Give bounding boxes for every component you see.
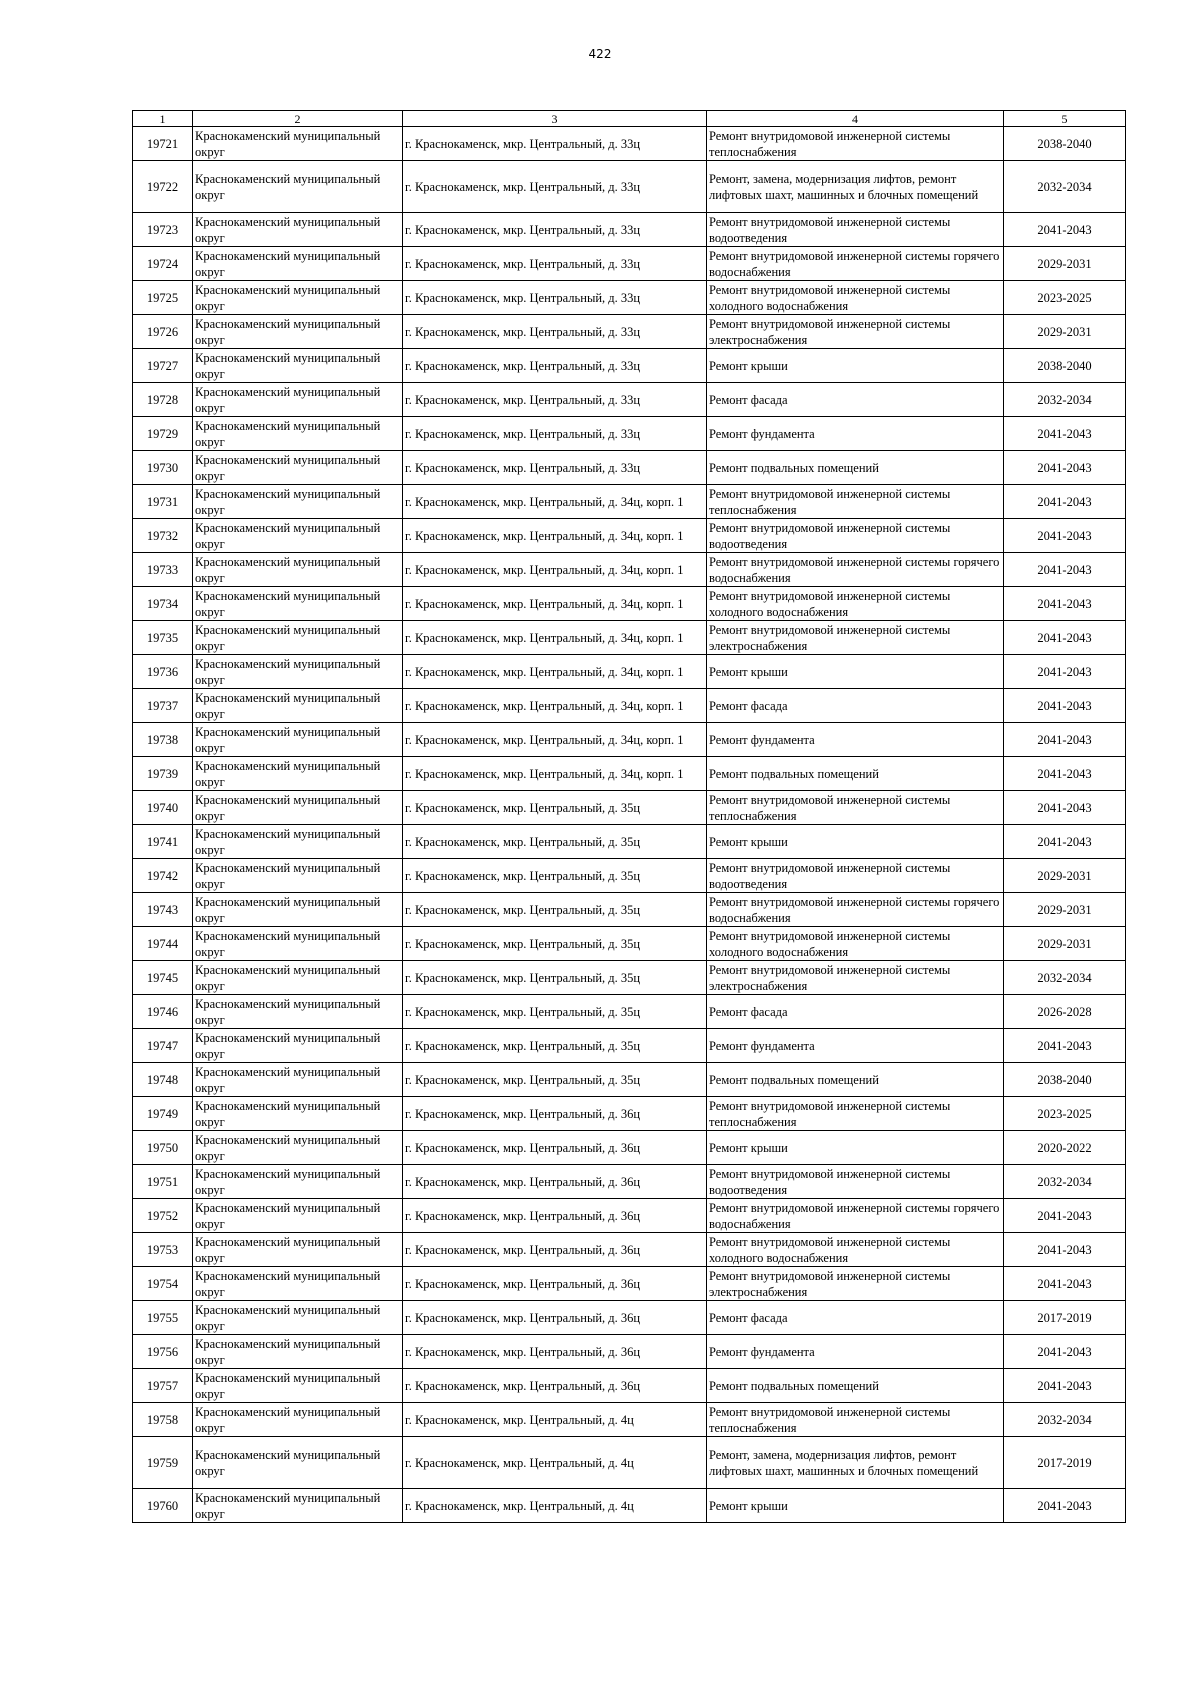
district-cell: Краснокаменский муниципальный округ (193, 1267, 403, 1301)
header-row (133, 111, 1126, 127)
address-cell: г. Краснокаменск, мкр. Центральный, д. 36ц (403, 1267, 707, 1301)
row-number-cell: 19730 (133, 451, 193, 485)
row-number-cell: 19758 (133, 1403, 193, 1437)
header-cell-4: 4 (707, 111, 1004, 127)
table-row (133, 281, 1126, 315)
row-number-cell: 19734 (133, 587, 193, 621)
address-cell: г. Краснокаменск, мкр. Центральный, д. 33ц (403, 451, 707, 485)
work-type-cell: Ремонт внутридомовой инженерной системы электроснабжения (707, 961, 1004, 995)
work-type-cell: Ремонт фундамента (707, 417, 1004, 451)
work-type-cell: Ремонт внутридомовой инженерной системы горячего водоснабжения (707, 553, 1004, 587)
row-number-cell: 19733 (133, 553, 193, 587)
district-cell: Краснокаменский муниципальный округ (193, 1233, 403, 1267)
table-row (133, 1199, 1126, 1233)
table-row (133, 553, 1126, 587)
address-cell: г. Краснокаменск, мкр. Центральный, д. 35ц (403, 1063, 707, 1097)
district-cell: Краснокаменский муниципальный округ (193, 791, 403, 825)
address-cell: г. Краснокаменск, мкр. Центральный, д. 35ц (403, 961, 707, 995)
table-row (133, 247, 1126, 281)
period-cell: 2041-2043 (1004, 791, 1126, 825)
district-cell: Краснокаменский муниципальный округ (193, 1097, 403, 1131)
row-number-cell: 19749 (133, 1097, 193, 1131)
work-type-cell: Ремонт крыши (707, 1131, 1004, 1165)
work-type-cell: Ремонт внутридомовой инженерной системы теплоснабжения (707, 127, 1004, 161)
work-type-cell: Ремонт внутридомовой инженерной системы теплоснабжения (707, 791, 1004, 825)
address-cell: г. Краснокаменск, мкр. Центральный, д. 33ц (403, 281, 707, 315)
district-cell: Краснокаменский муниципальный округ (193, 655, 403, 689)
work-type-cell: Ремонт внутридомовой инженерной системы водоотведения (707, 1165, 1004, 1199)
address-cell: г. Краснокаменск, мкр. Центральный, д. 36ц (403, 1335, 707, 1369)
table-row (133, 893, 1126, 927)
row-number-cell: 19728 (133, 383, 193, 417)
period-cell: 2041-2043 (1004, 655, 1126, 689)
table-row (133, 349, 1126, 383)
period-cell: 2023-2025 (1004, 1097, 1126, 1131)
header-cell-5: 5 (1004, 111, 1126, 127)
work-type-cell: Ремонт, замена, модернизация лифтов, ремонт лифтовых шахт, машинных и блочных помещений (707, 161, 1004, 213)
table-row (133, 315, 1126, 349)
table-row (133, 451, 1126, 485)
work-type-cell: Ремонт внутридомовой инженерной системы холодного водоснабжения (707, 587, 1004, 621)
header-cell-1: 1 (133, 111, 193, 127)
address-cell: г. Краснокаменск, мкр. Центральный, д. 34ц, корп. 1 (403, 553, 707, 587)
row-number-cell: 19741 (133, 825, 193, 859)
district-cell: Краснокаменский муниципальный округ (193, 689, 403, 723)
period-cell: 2041-2043 (1004, 587, 1126, 621)
district-cell: Краснокаменский муниципальный округ (193, 247, 403, 281)
work-type-cell: Ремонт внутридомовой инженерной системы электроснабжения (707, 1267, 1004, 1301)
address-cell: г. Краснокаменск, мкр. Центральный, д. 34ц, корп. 1 (403, 621, 707, 655)
table-row (133, 825, 1126, 859)
period-cell: 2029-2031 (1004, 315, 1126, 349)
period-cell: 2020-2022 (1004, 1131, 1126, 1165)
district-cell: Краснокаменский муниципальный округ (193, 519, 403, 553)
period-cell: 2032-2034 (1004, 961, 1126, 995)
work-type-cell: Ремонт внутридомовой инженерной системы электроснабжения (707, 315, 1004, 349)
period-cell: 2041-2043 (1004, 1199, 1126, 1233)
table-row (133, 689, 1126, 723)
row-number-cell: 19729 (133, 417, 193, 451)
table-row (133, 723, 1126, 757)
row-number-cell: 19721 (133, 127, 193, 161)
row-number-cell: 19742 (133, 859, 193, 893)
district-cell: Краснокаменский муниципальный округ (193, 349, 403, 383)
table-row (133, 1131, 1126, 1165)
district-cell: Краснокаменский муниципальный округ (193, 485, 403, 519)
work-type-cell: Ремонт крыши (707, 825, 1004, 859)
table-row (133, 1063, 1126, 1097)
district-cell: Краснокаменский муниципальный округ (193, 893, 403, 927)
work-type-cell: Ремонт крыши (707, 349, 1004, 383)
table-row (133, 485, 1126, 519)
address-cell: г. Краснокаменск, мкр. Центральный, д. 35ц (403, 995, 707, 1029)
work-type-cell: Ремонт внутридомовой инженерной системы водоотведения (707, 859, 1004, 893)
period-cell: 2041-2043 (1004, 825, 1126, 859)
table-row (133, 791, 1126, 825)
table-row (133, 1301, 1126, 1335)
work-type-cell: Ремонт внутридомовой инженерной системы горячего водоснабжения (707, 247, 1004, 281)
address-cell: г. Краснокаменск, мкр. Центральный, д. 36ц (403, 1301, 707, 1335)
district-cell: Краснокаменский муниципальный округ (193, 315, 403, 349)
address-cell: г. Краснокаменск, мкр. Центральный, д. 36ц (403, 1199, 707, 1233)
row-number-cell: 19755 (133, 1301, 193, 1335)
work-type-cell: Ремонт подвальных помещений (707, 451, 1004, 485)
work-type-cell: Ремонт крыши (707, 1489, 1004, 1523)
table-row (133, 417, 1126, 451)
work-type-cell: Ремонт подвальных помещений (707, 1369, 1004, 1403)
row-number-cell: 19752 (133, 1199, 193, 1233)
period-cell: 2041-2043 (1004, 451, 1126, 485)
period-cell: 2023-2025 (1004, 281, 1126, 315)
work-type-cell: Ремонт подвальных помещений (707, 757, 1004, 791)
table-row (133, 757, 1126, 791)
address-cell: г. Краснокаменск, мкр. Центральный, д. 35ц (403, 893, 707, 927)
table-row (133, 161, 1126, 213)
period-cell: 2041-2043 (1004, 519, 1126, 553)
work-type-cell: Ремонт внутридомовой инженерной системы холодного водоснабжения (707, 281, 1004, 315)
row-number-cell: 19725 (133, 281, 193, 315)
work-type-cell: Ремонт фундамента (707, 1335, 1004, 1369)
period-cell: 2032-2034 (1004, 1403, 1126, 1437)
table-row (133, 1233, 1126, 1267)
period-cell: 2041-2043 (1004, 485, 1126, 519)
address-cell: г. Краснокаменск, мкр. Центральный, д. 35ц (403, 927, 707, 961)
row-number-cell: 19724 (133, 247, 193, 281)
district-cell: Краснокаменский муниципальный округ (193, 1403, 403, 1437)
district-cell: Краснокаменский муниципальный округ (193, 927, 403, 961)
row-number-cell: 19722 (133, 161, 193, 213)
row-number-cell: 19727 (133, 349, 193, 383)
table-row (133, 383, 1126, 417)
table-row (133, 127, 1126, 161)
work-type-cell: Ремонт фундамента (707, 723, 1004, 757)
table-row (133, 927, 1126, 961)
address-cell: г. Краснокаменск, мкр. Центральный, д. 35ц (403, 791, 707, 825)
row-number-cell: 19732 (133, 519, 193, 553)
period-cell: 2041-2043 (1004, 213, 1126, 247)
district-cell: Краснокаменский муниципальный округ (193, 1301, 403, 1335)
row-number-cell: 19735 (133, 621, 193, 655)
period-cell: 2032-2034 (1004, 383, 1126, 417)
district-cell: Краснокаменский муниципальный округ (193, 1369, 403, 1403)
address-cell: г. Краснокаменск, мкр. Центральный, д. 36ц (403, 1131, 707, 1165)
period-cell: 2038-2040 (1004, 1063, 1126, 1097)
district-cell: Краснокаменский муниципальный округ (193, 383, 403, 417)
period-cell: 2041-2043 (1004, 417, 1126, 451)
address-cell: г. Краснокаменск, мкр. Центральный, д. 34ц, корп. 1 (403, 689, 707, 723)
row-number-cell: 19740 (133, 791, 193, 825)
district-cell: Краснокаменский муниципальный округ (193, 825, 403, 859)
period-cell: 2026-2028 (1004, 995, 1126, 1029)
row-number-cell: 19757 (133, 1369, 193, 1403)
page-number: 422 (588, 47, 612, 61)
row-number-cell: 19736 (133, 655, 193, 689)
row-number-cell: 19756 (133, 1335, 193, 1369)
district-cell: Краснокаменский муниципальный округ (193, 281, 403, 315)
district-cell: Краснокаменский муниципальный округ (193, 213, 403, 247)
table-row (133, 1489, 1126, 1523)
period-cell: 2029-2031 (1004, 247, 1126, 281)
address-cell: г. Краснокаменск, мкр. Центральный, д. 35ц (403, 859, 707, 893)
address-cell: г. Краснокаменск, мкр. Центральный, д. 36ц (403, 1165, 707, 1199)
period-cell: 2029-2031 (1004, 927, 1126, 961)
period-cell: 2032-2034 (1004, 1165, 1126, 1199)
work-type-cell: Ремонт, замена, модернизация лифтов, ремонт лифтовых шахт, машинных и блочных помещений (707, 1437, 1004, 1489)
work-type-cell: Ремонт внутридомовой инженерной системы теплоснабжения (707, 1403, 1004, 1437)
district-cell: Краснокаменский муниципальный округ (193, 961, 403, 995)
row-number-cell: 19751 (133, 1165, 193, 1199)
period-cell: 2038-2040 (1004, 127, 1126, 161)
address-cell: г. Краснокаменск, мкр. Центральный, д. 36ц (403, 1369, 707, 1403)
period-cell: 2041-2043 (1004, 1233, 1126, 1267)
row-number-cell: 19743 (133, 893, 193, 927)
table-row (133, 1097, 1126, 1131)
period-cell: 2032-2034 (1004, 161, 1126, 213)
row-number-cell: 19759 (133, 1437, 193, 1489)
district-cell: Краснокаменский муниципальный округ (193, 757, 403, 791)
address-cell: г. Краснокаменск, мкр. Центральный, д. 34ц, корп. 1 (403, 587, 707, 621)
row-number-cell: 19726 (133, 315, 193, 349)
district-cell: Краснокаменский муниципальный округ (193, 723, 403, 757)
district-cell: Краснокаменский муниципальный округ (193, 553, 403, 587)
period-cell: 2017-2019 (1004, 1437, 1126, 1489)
work-type-cell: Ремонт внутридомовой инженерной системы теплоснабжения (707, 1097, 1004, 1131)
period-cell: 2041-2043 (1004, 1029, 1126, 1063)
table-row (133, 859, 1126, 893)
work-type-cell: Ремонт фасада (707, 383, 1004, 417)
table-row (133, 995, 1126, 1029)
district-cell: Краснокаменский муниципальный округ (193, 1199, 403, 1233)
district-cell: Краснокаменский муниципальный округ (193, 161, 403, 213)
table-row (133, 961, 1126, 995)
district-cell: Краснокаменский муниципальный округ (193, 1335, 403, 1369)
row-number-cell: 19746 (133, 995, 193, 1029)
row-number-cell: 19738 (133, 723, 193, 757)
district-cell: Краснокаменский муниципальный округ (193, 1489, 403, 1523)
table-row (133, 1369, 1126, 1403)
row-number-cell: 19739 (133, 757, 193, 791)
work-type-cell: Ремонт внутридомовой инженерной системы теплоснабжения (707, 485, 1004, 519)
row-number-cell: 19731 (133, 485, 193, 519)
address-cell: г. Краснокаменск, мкр. Центральный, д. 4ц (403, 1437, 707, 1489)
table-row (133, 1403, 1126, 1437)
work-type-cell: Ремонт внутридомовой инженерной системы электроснабжения (707, 621, 1004, 655)
work-type-cell: Ремонт фасада (707, 995, 1004, 1029)
district-cell: Краснокаменский муниципальный округ (193, 1063, 403, 1097)
period-cell: 2041-2043 (1004, 1369, 1126, 1403)
address-cell: г. Краснокаменск, мкр. Центральный, д. 33ц (403, 247, 707, 281)
period-cell: 2029-2031 (1004, 893, 1126, 927)
district-cell: Краснокаменский муниципальный округ (193, 127, 403, 161)
period-cell: 2041-2043 (1004, 723, 1126, 757)
address-cell: г. Краснокаменск, мкр. Центральный, д. 33ц (403, 213, 707, 247)
register-table (132, 110, 1126, 1523)
table-row (133, 655, 1126, 689)
address-cell: г. Краснокаменск, мкр. Центральный, д. 36ц (403, 1233, 707, 1267)
period-cell: 2041-2043 (1004, 621, 1126, 655)
district-cell: Краснокаменский муниципальный округ (193, 621, 403, 655)
work-type-cell: Ремонт крыши (707, 655, 1004, 689)
address-cell: г. Краснокаменск, мкр. Центральный, д. 4ц (403, 1489, 707, 1523)
district-cell: Краснокаменский муниципальный округ (193, 995, 403, 1029)
work-type-cell: Ремонт внутридомовой инженерной системы водоотведения (707, 519, 1004, 553)
district-cell: Краснокаменский муниципальный округ (193, 1131, 403, 1165)
period-cell: 2038-2040 (1004, 349, 1126, 383)
address-cell: г. Краснокаменск, мкр. Центральный, д. 35ц (403, 825, 707, 859)
row-number-cell: 19723 (133, 213, 193, 247)
row-number-cell: 19744 (133, 927, 193, 961)
district-cell: Краснокаменский муниципальный округ (193, 417, 403, 451)
period-cell: 2041-2043 (1004, 1489, 1126, 1523)
table-row (133, 519, 1126, 553)
address-cell: г. Краснокаменск, мкр. Центральный, д. 34ц, корп. 1 (403, 519, 707, 553)
table-row (133, 1029, 1126, 1063)
work-type-cell: Ремонт внутридомовой инженерной системы холодного водоснабжения (707, 1233, 1004, 1267)
period-cell: 2041-2043 (1004, 689, 1126, 723)
row-number-cell: 19745 (133, 961, 193, 995)
row-number-cell: 19750 (133, 1131, 193, 1165)
address-cell: г. Краснокаменск, мкр. Центральный, д. 33ц (403, 417, 707, 451)
work-type-cell: Ремонт фасада (707, 689, 1004, 723)
address-cell: г. Краснокаменск, мкр. Центральный, д. 34ц, корп. 1 (403, 485, 707, 519)
district-cell: Краснокаменский муниципальный округ (193, 1029, 403, 1063)
address-cell: г. Краснокаменск, мкр. Центральный, д. 4ц (403, 1403, 707, 1437)
period-cell: 2041-2043 (1004, 1267, 1126, 1301)
address-cell: г. Краснокаменск, мкр. Центральный, д. 33ц (403, 315, 707, 349)
address-cell: г. Краснокаменск, мкр. Центральный, д. 33ц (403, 161, 707, 213)
period-cell: 2041-2043 (1004, 553, 1126, 587)
row-number-cell: 19754 (133, 1267, 193, 1301)
table-row (133, 213, 1126, 247)
row-number-cell: 19760 (133, 1489, 193, 1523)
work-type-cell: Ремонт внутридомовой инженерной системы горячего водоснабжения (707, 893, 1004, 927)
work-type-cell: Ремонт фасада (707, 1301, 1004, 1335)
row-number-cell: 19737 (133, 689, 193, 723)
table-row (133, 1165, 1126, 1199)
address-cell: г. Краснокаменск, мкр. Центральный, д. 34ц, корп. 1 (403, 723, 707, 757)
address-cell: г. Краснокаменск, мкр. Центральный, д. 36ц (403, 1097, 707, 1131)
table-row (133, 587, 1126, 621)
address-cell: г. Краснокаменск, мкр. Центральный, д. 35ц (403, 1029, 707, 1063)
district-cell: Краснокаменский муниципальный округ (193, 587, 403, 621)
work-type-cell: Ремонт фундамента (707, 1029, 1004, 1063)
address-cell: г. Краснокаменск, мкр. Центральный, д. 34ц, корп. 1 (403, 757, 707, 791)
work-type-cell: Ремонт внутридомовой инженерной системы холодного водоснабжения (707, 927, 1004, 961)
period-cell: 2029-2031 (1004, 859, 1126, 893)
header-cell-2: 2 (193, 111, 403, 127)
period-cell: 2017-2019 (1004, 1301, 1126, 1335)
address-cell: г. Краснокаменск, мкр. Центральный, д. 33ц (403, 349, 707, 383)
table-row (133, 1335, 1126, 1369)
row-number-cell: 19747 (133, 1029, 193, 1063)
period-cell: 2041-2043 (1004, 1335, 1126, 1369)
address-cell: г. Краснокаменск, мкр. Центральный, д. 34ц, корп. 1 (403, 655, 707, 689)
district-cell: Краснокаменский муниципальный округ (193, 859, 403, 893)
work-type-cell: Ремонт подвальных помещений (707, 1063, 1004, 1097)
address-cell: г. Краснокаменск, мкр. Центральный, д. 33ц (403, 383, 707, 417)
table-row (133, 1267, 1126, 1301)
table-row (133, 621, 1126, 655)
table-row (133, 1437, 1126, 1489)
district-cell: Краснокаменский муниципальный округ (193, 1437, 403, 1489)
district-cell: Краснокаменский муниципальный округ (193, 1165, 403, 1199)
header-cell-3: 3 (403, 111, 707, 127)
row-number-cell: 19748 (133, 1063, 193, 1097)
district-cell: Краснокаменский муниципальный округ (193, 451, 403, 485)
period-cell: 2041-2043 (1004, 757, 1126, 791)
work-type-cell: Ремонт внутридомовой инженерной системы водоотведения (707, 213, 1004, 247)
row-number-cell: 19753 (133, 1233, 193, 1267)
work-type-cell: Ремонт внутридомовой инженерной системы горячего водоснабжения (707, 1199, 1004, 1233)
address-cell: г. Краснокаменск, мкр. Центральный, д. 33ц (403, 127, 707, 161)
